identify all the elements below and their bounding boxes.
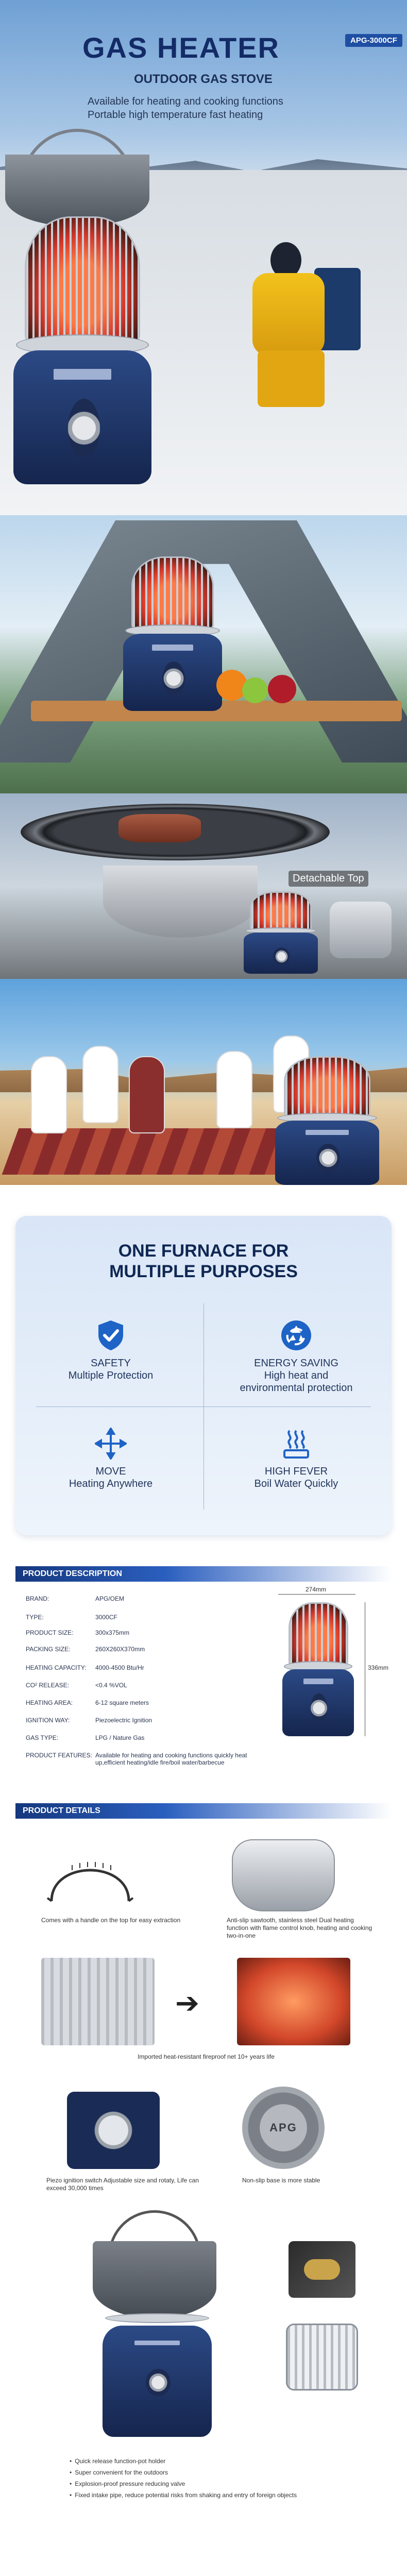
- feature-desc: Multiple Protection: [68, 1370, 154, 1381]
- spec-value: 6-12 square meters: [95, 1699, 149, 1706]
- spec-key: TYPE:: [26, 1614, 44, 1621]
- gas-heater-image: [273, 1056, 381, 1185]
- section-bar-details: PRODUCT DETAILS: [15, 1803, 392, 1819]
- heater-with-pot-image: [100, 2313, 214, 2437]
- hero-banner: [0, 0, 407, 515]
- tent-scene-photo: [0, 515, 407, 793]
- green-fruit: [242, 677, 268, 703]
- spec-row: [26, 1699, 252, 1706]
- spec-value: 3000CF: [95, 1614, 117, 1621]
- grilled-meat: [118, 814, 201, 842]
- spec-key: CO² RELEASE:: [26, 1682, 70, 1689]
- detached-top-thumbnail: [330, 902, 392, 958]
- feature-desc: High heat and environmental protection: [240, 1370, 353, 1394]
- model-badge: APG-3000CF: [345, 34, 402, 47]
- tagline-1: Available for heating and cooking functions: [88, 96, 283, 107]
- detachable-top-label: Detachable Top: [289, 871, 368, 887]
- spec-value: <0.4 %VOL: [95, 1682, 127, 1689]
- apg-logo-text: APG: [269, 2121, 297, 2134]
- move-arrows-icon: [94, 1427, 127, 1460]
- feature-title: ENERGY SAVING: [254, 1358, 338, 1369]
- spec-value: 4000-4500 Btu/Hr: [95, 1664, 144, 1671]
- details-section-header: [0, 1803, 407, 1819]
- feature-safety: [26, 1319, 196, 1382]
- red-fruit: [268, 675, 296, 703]
- spec-row: [26, 1646, 252, 1653]
- recycle-icon: [280, 1319, 313, 1352]
- spec-row: [26, 1717, 252, 1724]
- purposes-section: [0, 1185, 407, 1566]
- description-section-header: [0, 1566, 407, 1582]
- spec-row: [26, 1734, 252, 1741]
- tagline-2: Portable high temperature fast heating: [88, 109, 263, 121]
- cooking-pot-image: [93, 2241, 216, 2318]
- divider-horizontal: [36, 1406, 371, 1407]
- person-figure: [31, 1056, 67, 1133]
- spec-row: [26, 1629, 252, 1636]
- grill-scene-photo: [0, 793, 407, 979]
- feature-title: SAFETY: [91, 1358, 131, 1369]
- feature-title: HIGH FEVER: [264, 1466, 328, 1477]
- pot-holder-image: [286, 2324, 358, 2391]
- product-title: GAS HEATER: [82, 31, 280, 64]
- spec-value: LPG / Nature Gas: [95, 1734, 145, 1741]
- feature-energy: [211, 1319, 381, 1394]
- dimension-height: 336mm: [368, 1664, 389, 1671]
- caption-base: Non-slip base is more stable: [242, 2177, 320, 2184]
- heater-thumbnail: [242, 891, 319, 974]
- spec-row: [26, 1595, 252, 1602]
- feature-title: MOVE: [95, 1466, 126, 1477]
- spec-key: PACKING SIZE:: [26, 1646, 71, 1653]
- purposes-heading: [15, 1241, 392, 1282]
- dimension-width: 274mm: [306, 1586, 327, 1593]
- arrow-right-icon: ➔: [175, 1987, 199, 2019]
- product-subtitle: OUTDOOR GAS STOVE: [134, 72, 273, 86]
- spec-key: PRODUCT SIZE:: [26, 1629, 74, 1636]
- pressure-valve-image: [289, 2241, 355, 2298]
- spec-key: BRAND:: [26, 1595, 49, 1602]
- bullet-item: • Explosion-proof pressure reducing valve: [70, 2480, 185, 2487]
- spec-key: PRODUCT FEATURES:: [26, 1752, 92, 1759]
- feature-move: [26, 1427, 196, 1490]
- caption-burner-top: Anti-slip sawtooth, stainless steel Dual heating function with flame control knob, heating and cooking two-in-one: [227, 1917, 372, 1939]
- gas-heater-image: [121, 556, 224, 711]
- caption-fireproof-net: Imported heat-resistant fireproof net 10+ years life: [138, 2053, 275, 2060]
- shield-check-icon: [94, 1319, 127, 1352]
- spec-value: Piezoelectric Ignition: [95, 1717, 152, 1724]
- burner-top: [103, 866, 258, 938]
- product-details: [0, 1819, 407, 2576]
- purposes-card: [15, 1216, 392, 1535]
- burner-top-image: [232, 1839, 335, 1911]
- caption-ignition: Piezo ignition switch Adjustable size and rotaty, Life can exceed 30,000 times: [46, 2177, 199, 2192]
- spec-key: IGNITION WAY:: [26, 1717, 70, 1724]
- spec-value: Available for heating and cooking functions quickly heat up,efficient heating/idle fire/boil water/barbecue: [95, 1752, 247, 1766]
- gas-heater-image: [10, 216, 155, 484]
- spec-row: [26, 1752, 252, 1766]
- heater-product-image: [281, 1602, 355, 1736]
- fireproof-net-image: [41, 1958, 155, 2045]
- person-figure: [82, 1046, 118, 1123]
- spec-key: HEATING AREA:: [26, 1699, 73, 1706]
- bullet-item: • Quick release function-pot holder: [70, 2458, 165, 2465]
- caption-handle: Comes with a handle on the top for easy extraction: [41, 1917, 181, 1924]
- feature-high-fever: [211, 1427, 381, 1490]
- heat-waves-icon: [280, 1427, 313, 1460]
- purposes-heading-line1: ONE FURNACE FOR: [118, 1241, 289, 1261]
- section-bar-description: PRODUCT DESCRIPTION: [15, 1566, 392, 1582]
- spec-row: [26, 1682, 252, 1689]
- glowing-net-image: [237, 1958, 350, 2045]
- feature-desc: Boil Water Quickly: [254, 1478, 338, 1489]
- ignition-knob-image: [67, 2092, 160, 2169]
- spec-row: [26, 1664, 252, 1671]
- spec-value: APG/OEM: [95, 1595, 125, 1602]
- bullet-item: • Super convenient for the outdoors: [70, 2469, 168, 2476]
- spec-value: 260X260X370mm: [95, 1646, 145, 1653]
- bullet-item: • Fixed intake pipe, reduce potential risks from shaking and entry of foreign objects: [70, 2492, 297, 2499]
- spec-row: [26, 1614, 252, 1621]
- wire-handle-image: [41, 1850, 139, 1906]
- desert-scene-photo: [0, 979, 407, 1185]
- ice-fisher-person: [242, 242, 335, 412]
- feature-desc: Heating Anywhere: [69, 1478, 153, 1489]
- product-description: [0, 1582, 407, 1803]
- non-slip-base-image: [242, 2087, 325, 2169]
- person-figure: [216, 1051, 252, 1128]
- purposes-heading-line2: MULTIPLE PURPOSES: [109, 1262, 298, 1281]
- spec-value: 300x375mm: [95, 1629, 130, 1636]
- person-figure: [129, 1056, 165, 1133]
- spec-key: HEATING CAPACITY:: [26, 1664, 87, 1671]
- dimension-line-width: [278, 1594, 355, 1595]
- cooking-pot: [5, 155, 149, 227]
- spec-key: GAS TYPE:: [26, 1734, 59, 1741]
